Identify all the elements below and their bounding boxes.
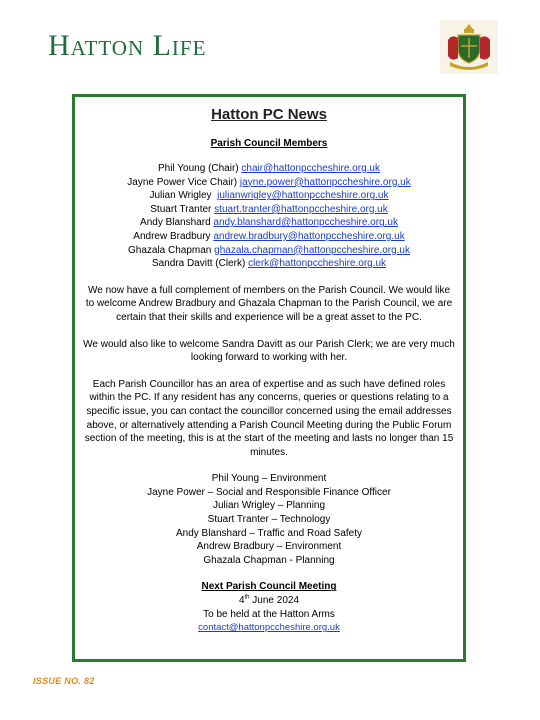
roles-list <box>83 472 455 567</box>
member-name: Stuart Tranter <box>150 203 212 215</box>
expertise-paragraph: Each Parish Councillor has an area of expertise and as such have defined roles within the PC. If any resident has any concerns, queries or questions relating to a specific issue, you can contact the councillor concerned using the email addresses above, or alternatively attending a Parish Council Meeting during the Public Forum section of the meeting, this is at the start of the meeting and lasts no longer than 15 minutes. <box>84 378 454 458</box>
masthead-title: Hatton Life <box>48 29 207 62</box>
member-line <box>83 189 455 203</box>
role-item: Jayne Power – Social and Responsible Finance Officer <box>147 486 391 498</box>
role-item: Ghazala Chapman - Planning <box>203 554 335 566</box>
welcome-paragraph: We now have a full complement of members on the Parish Council. We would like to welcome Andrew Bradbury and Ghazala Chapman to the Parish Council, we are certain that their skills and experience will be a great asset to the PC. <box>85 284 453 323</box>
member-line <box>83 257 455 271</box>
member-line <box>83 162 455 176</box>
member-email-link[interactable]: andy.blanshard@hattonpccheshire.org.uk <box>213 217 398 229</box>
member-line <box>83 244 455 258</box>
meeting-date <box>83 594 455 608</box>
contact-email-link[interactable]: contact@hattonpccheshire.org.uk <box>198 622 340 634</box>
member-email-link[interactable]: andrew.bradbury@hattonpccheshire.org.uk <box>213 230 405 242</box>
member-line <box>83 203 455 217</box>
meeting-day: 4 <box>238 595 245 607</box>
meeting-month-year: June 2024 <box>249 595 300 607</box>
role-item: Phil Young – Environment <box>211 473 327 485</box>
meeting-day-suffix: th <box>244 594 250 601</box>
members-heading: Parish Council Members <box>210 138 328 149</box>
member-line <box>83 230 455 244</box>
news-panel <box>72 94 466 662</box>
news-title: Hatton PC News <box>211 106 327 123</box>
clerk-paragraph: We would also like to welcome Sandra Davitt as our Parish Clerk; we are very much looking forward to working with her. <box>83 338 455 364</box>
member-name: Sandra Davitt (Clerk) <box>151 258 246 270</box>
member-email-link[interactable]: stuart.tranter@hattonpccheshire.org.uk <box>214 203 388 215</box>
members-list <box>83 162 455 271</box>
member-name: Phil Young (Chair) <box>158 163 239 174</box>
member-name: Ghazala Chapman <box>127 244 212 256</box>
member-email-link[interactable]: chair@hattonpccheshire.org.uk <box>241 163 380 174</box>
crest-icon <box>440 20 498 74</box>
role-item: Andrew Bradbury – Environment <box>196 541 342 553</box>
role-item: Andy Blanshard – Traffic and Road Safety <box>175 527 363 539</box>
member-name: Julian Wrigley <box>149 190 212 202</box>
member-name: Andy Blanshard <box>140 217 211 229</box>
member-email-link[interactable]: julianwrigley@hattonpccheshire.org.uk <box>217 190 389 202</box>
meeting-heading: Next Parish Council Meeting <box>201 581 337 593</box>
member-line <box>83 216 455 230</box>
issue-number: ISSUE NO. 82 <box>33 676 95 686</box>
role-item: Julian Wrigley – Planning <box>212 500 326 512</box>
role-item: Stuart Tranter – Technology <box>207 514 331 526</box>
member-email-link[interactable]: jayne.power@hattonpccheshire.org.uk <box>239 176 411 188</box>
meeting-location: To be held at the Hatton Arms <box>203 608 335 620</box>
member-email-link[interactable]: ghazala.chapman@hattonpccheshire.org.uk <box>214 244 410 256</box>
member-email-link[interactable]: clerk@hattonpccheshire.org.uk <box>248 258 387 270</box>
member-name: Andrew Bradbury <box>133 230 211 242</box>
member-name: Jayne Power Vice Chair) <box>127 176 238 188</box>
member-line <box>83 176 455 190</box>
